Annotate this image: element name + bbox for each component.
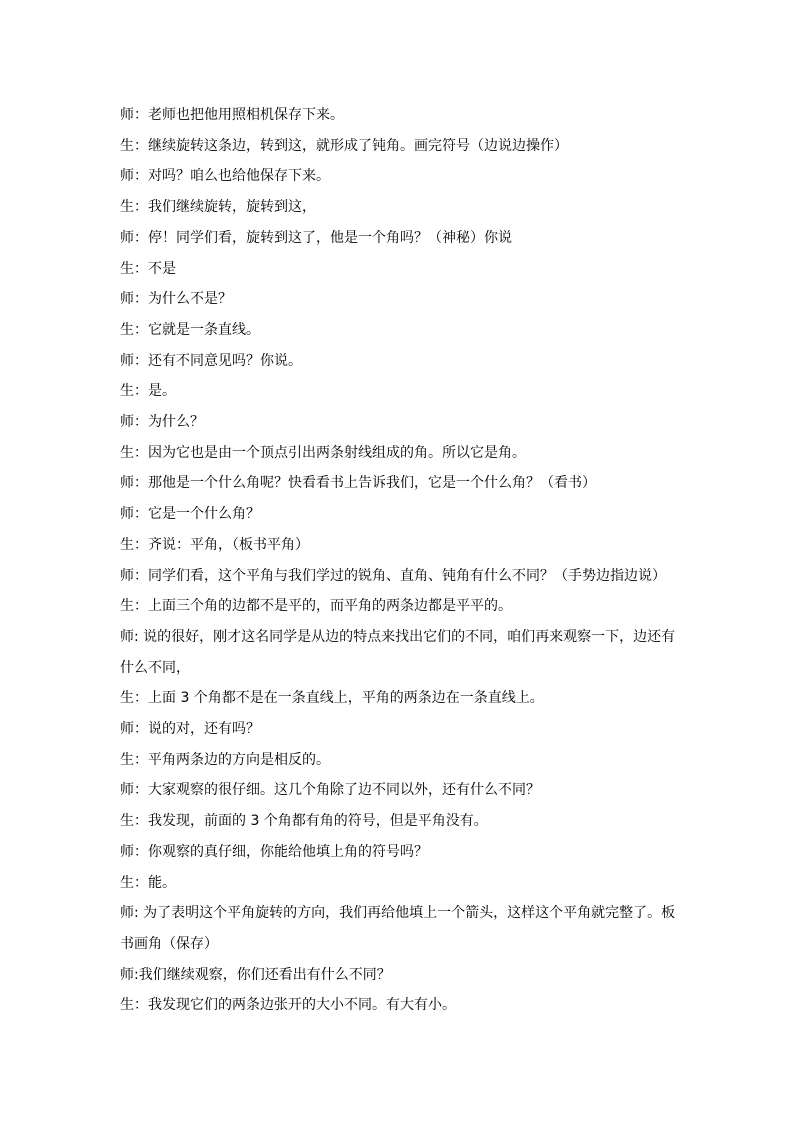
- dialogue-line: 生：上面 3 个角都不是在一条直线上，平角的两条边在一条直线上。: [120, 690, 544, 707]
- dialogue-line: 生：我们继续旋转，旋转到这，: [120, 199, 316, 216]
- dialogue-line-continuation: 书画角（保存）: [120, 935, 218, 952]
- dialogue-line: 师：为什么不是？: [120, 291, 232, 308]
- dialogue-line: 师：同学们看，这个平角与我们学过的锐角、直角、钝角有什么不同？（手势边指边说）: [120, 567, 666, 584]
- dialogue-line: 师：那他是一个什么角呢？快看看书上告诉我们，它是一个什么角？（看书）: [120, 475, 596, 492]
- dialogue-line: 生：它就是一条直线。: [120, 321, 260, 338]
- dialogue-line: 师：停！同学们看，旋转到这了，他是一个角吗？（神秘）你说: [120, 229, 512, 246]
- dialogue-line-continuation: 什么不同，: [120, 659, 190, 676]
- dialogue-line: 师: 说的很好，刚才这名同学是从边的特点来找出它们的不同，咱们再来观察一下，边还有: [120, 628, 676, 645]
- dialogue-line: 师：大家观察的很仔细。这几个角除了边不同以外，还有什么不同？: [120, 782, 540, 799]
- dialogue-line: 生：因为它也是由一个顶点引出两条射线组成的角。所以它是角。: [120, 444, 526, 461]
- dialogue-line: 生：我发现它们的两条边张开的大小不同。有大有小。: [120, 997, 456, 1014]
- dialogue-line: 生：我发现，前面的 3 个角都有角的符号，但是平角没有。: [120, 813, 488, 830]
- dialogue-line: 师：还有不同意见吗？你说。: [120, 352, 302, 369]
- dialogue-line: 师：对吗？咱么也给他保存下来。: [120, 168, 330, 185]
- dialogue-line: 生：能。: [120, 874, 176, 891]
- dialogue-line: 师：你观察的真仔细，你能给他填上角的符号吗？: [120, 843, 428, 860]
- dialogue-line: 师：它是一个什么角？: [120, 506, 260, 523]
- dialogue-line: 师：老师也把他用照相机保存下来。: [120, 107, 344, 123]
- dialogue-line: 师：为什么？: [120, 414, 204, 431]
- dialogue-line: 生：是。: [120, 383, 176, 400]
- dialogue-line: 师：说的对，还有吗？: [120, 721, 260, 738]
- dialogue-line: 师: 为了表明这个平角旋转的方向，我们再给他填上一个箭头，这样这个平角就完整了。板: [120, 905, 676, 922]
- dialogue-line: 生：上面三个角的边都不是平的，而平角的两条边都是平平的。: [120, 598, 512, 615]
- dialogue-line: 生：平角两条边的方向是相反的。: [120, 751, 330, 768]
- dialogue-line: 生：继续旋转这条边，转到这，就形成了钝角。画完符号（边说边操作）: [120, 137, 568, 154]
- document-body: [120, 100, 680, 1021]
- dialogue-line: 师:我们继续观察，你们还看出有什么不同？: [120, 966, 391, 983]
- dialogue-line: 生：不是: [120, 260, 176, 277]
- dialogue-line: 生：齐说：平角，（板书平角）: [120, 536, 309, 553]
